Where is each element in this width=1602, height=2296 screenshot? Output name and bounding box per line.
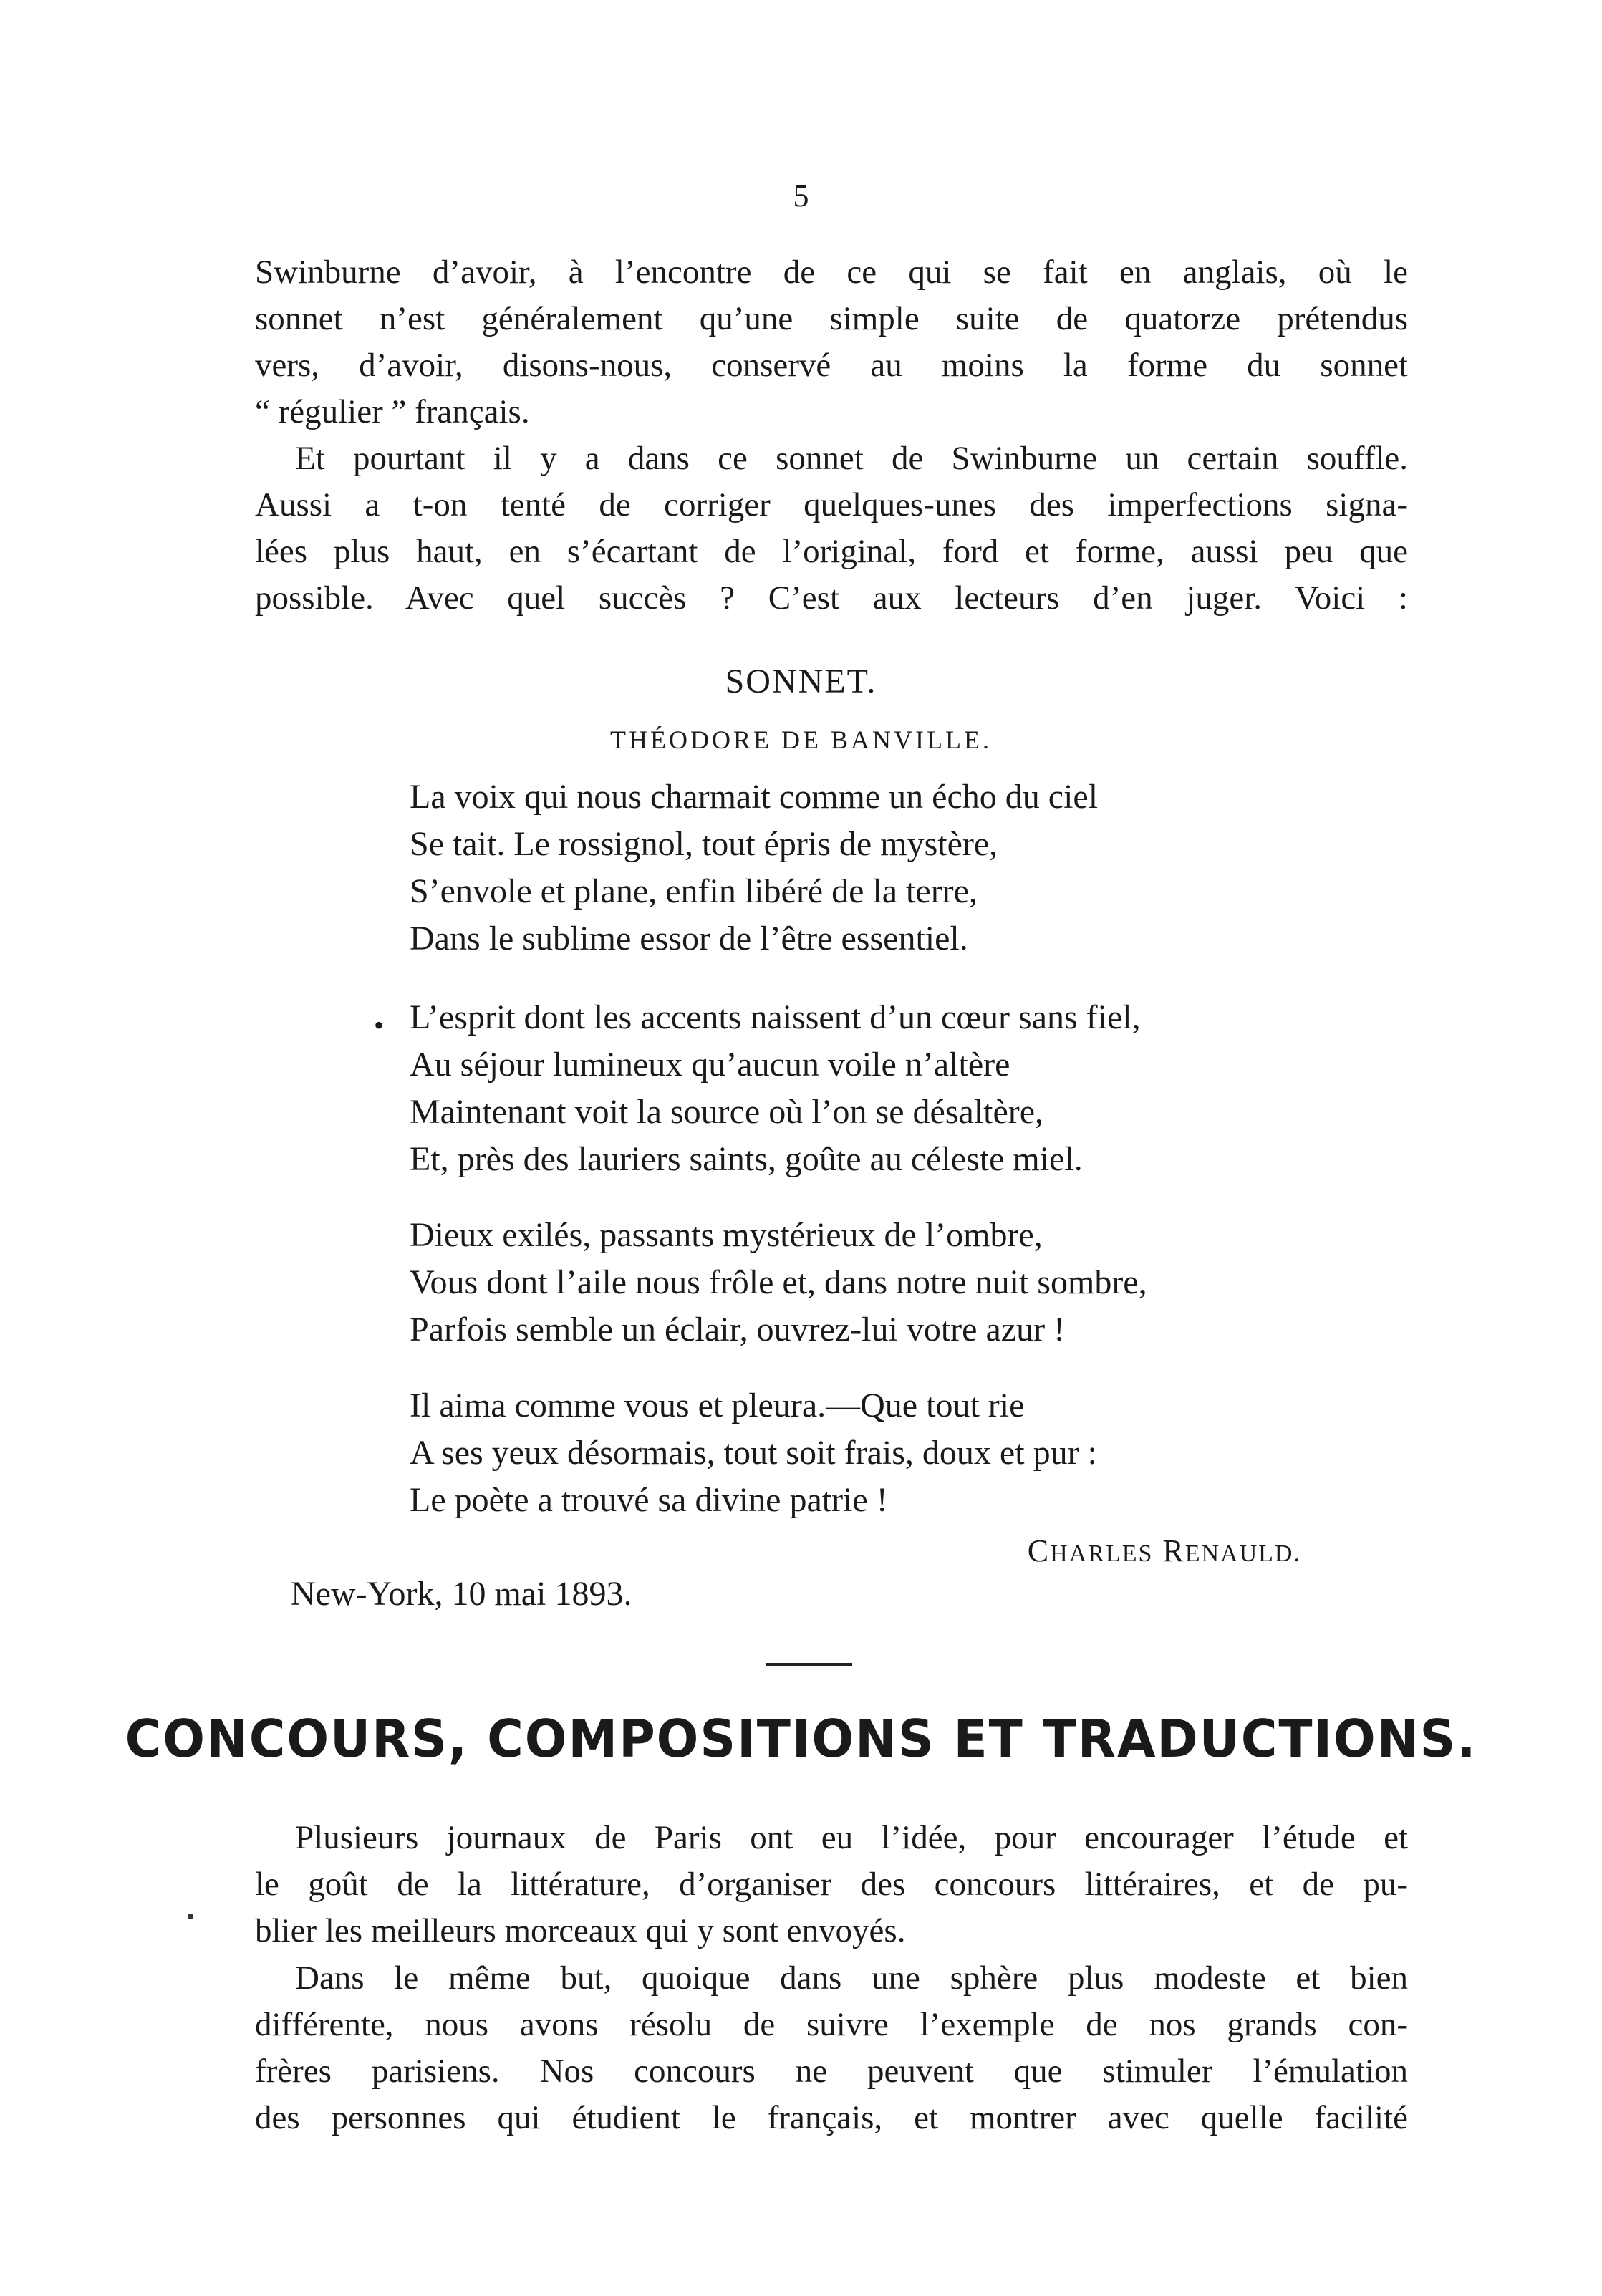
verse-line: L’esprit dont les accents naissent d’un cœur sans fiel, xyxy=(410,998,1141,1036)
verse-line: S’envole et plane, enfin libéré de la terre, xyxy=(410,872,978,910)
text-line: lées plus haut, en s’écartant de l’original, ford et forme, aussi peu que xyxy=(255,533,1408,570)
sonnet-title: SONNET. xyxy=(725,662,877,700)
verse-line: Vous dont l’aile nous frôle et, dans notre nuit sombre, xyxy=(410,1263,1147,1301)
text-line: possible. Avec quel succès ? C’est aux lecteurs d’en juger. Voici : xyxy=(255,579,1408,617)
stanza-3 xyxy=(410,1212,1147,1354)
dateline: New-York, 10 mai 1893. xyxy=(291,1575,632,1613)
stanza-2 xyxy=(410,994,1141,1183)
signature-rest: ENAULD. xyxy=(1184,1540,1301,1567)
verse-line: Le poète a trouvé sa divine patrie ! xyxy=(410,1481,888,1519)
margin-dot xyxy=(188,1914,193,1919)
text-line: Swinburne d’avoir, à l’encontre de ce qui se fait en anglais, où le xyxy=(255,254,1408,291)
verse-line: Dieux exilés, passants mystérieux de l’ombre, xyxy=(410,1216,1043,1254)
intro-paragraph xyxy=(255,249,1408,435)
text-line: le goût de la littérature, d’organiser des concours littéraires, et de pu- xyxy=(255,1866,1408,1903)
text-line: Plusieurs journaux de Paris ont eu l’idée, pour encourager l’étude et xyxy=(295,1819,1408,1856)
paragraph-4 xyxy=(255,1955,1408,2141)
text-line: “ régulier ” français. xyxy=(255,393,530,430)
verse-line: Parfois semble un éclair, ouvrez-lui votre azur ! xyxy=(410,1311,1066,1349)
text-line: blier les meilleurs morceaux qui y sont envoyés. xyxy=(255,1912,906,1949)
verse-line: Maintenant voit la source où l’on se désaltère, xyxy=(410,1093,1044,1131)
verse-line: Et, près des lauriers saints, goûte au céleste miel. xyxy=(410,1140,1083,1178)
text-line: différente, nous avons résolu de suivre l’exemple de nos grands con- xyxy=(255,2006,1408,2043)
verse-line: Au séjour lumineux qu’aucun voile n’altère xyxy=(410,1046,1010,1084)
text-line: Aussi a t-on tenté de corriger quelques-unes des imperfections signa- xyxy=(255,486,1408,524)
text-line: sonnet n’est généralement qu’une simple suite de quatorze prétendus xyxy=(255,300,1408,337)
signature-initial: C xyxy=(1027,1533,1051,1568)
section-rule xyxy=(766,1663,852,1666)
signature-rest: HARLES xyxy=(1050,1540,1154,1567)
text-line: frères parisiens. Nos concours ne peuvent que stimuler l’émulation xyxy=(255,2053,1408,2090)
verse-line: Il aima comme vous et pleura.—Que tout rie xyxy=(410,1386,1025,1424)
signature xyxy=(1028,1533,1301,1569)
second-paragraph xyxy=(255,435,1408,622)
verse-line: Dans le sublime essor de l’être essentiel. xyxy=(410,920,968,958)
stanza-1 xyxy=(410,773,1098,963)
signature-initial: R xyxy=(1162,1533,1185,1568)
verse-line: Se tait. Le rossignol, tout épris de mystère, xyxy=(410,825,998,863)
text-line: Dans le même but, quoique dans une sphère plus modeste et bien xyxy=(295,1959,1408,1997)
verse-line: A ses yeux désormais, tout soit frais, doux et pur : xyxy=(410,1434,1097,1472)
page-number: 5 xyxy=(793,178,809,213)
text-line: Et pourtant il y a dans ce sonnet de Swinburne un certain souffle. xyxy=(295,440,1408,477)
paragraph-3 xyxy=(255,1815,1408,1954)
text-line: vers, d’avoir, disons-nous, conservé au moins la forme du sonnet xyxy=(255,347,1408,384)
stanza-4 xyxy=(410,1382,1097,1524)
verse-line: La voix qui nous charmait comme un écho du ciel xyxy=(410,778,1099,816)
section-heading: CONCOURS, COMPOSITIONS ET TRADUCTIONS. xyxy=(125,1709,1477,1769)
margin-mark: • xyxy=(374,1009,385,1041)
text-line: des personnes qui étudient le français, et montrer avec quelle facilité xyxy=(255,2099,1408,2136)
sonnet-author: THÉODORE DE BANVILLE. xyxy=(610,725,992,754)
